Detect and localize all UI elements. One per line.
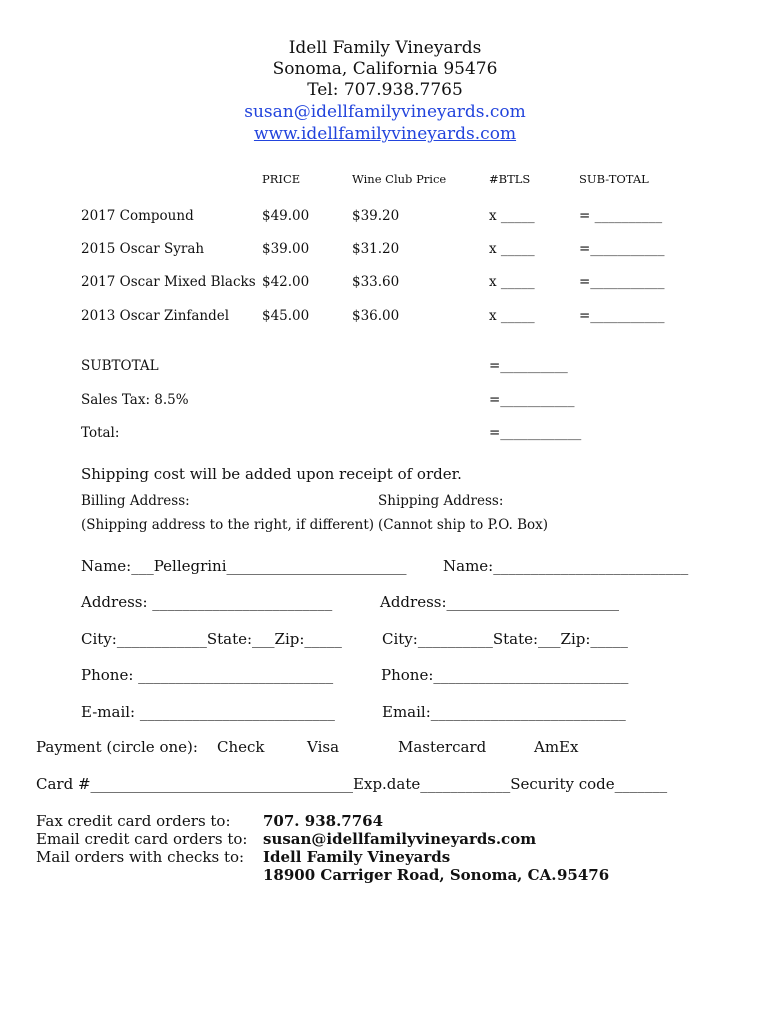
wine-club-price: $33.60	[352, 274, 400, 290]
subtotal-label: SUBTOTAL	[81, 358, 159, 374]
shipping-cost-note: Shipping cost will be added upon receipt of order.	[81, 465, 462, 483]
row-subtotal-field[interactable]: =___________	[579, 241, 665, 257]
billing-address-field[interactable]: Address: ________________________	[81, 593, 333, 611]
fax-orders-label: Fax credit card orders to:	[36, 812, 231, 830]
wine-price: $39.00	[262, 241, 310, 257]
col-btls-header: #BTLS	[489, 172, 531, 186]
shipping-phone-field[interactable]: Phone:__________________________	[381, 666, 629, 684]
sales-tax-label: Sales Tax: 8.5%	[81, 392, 189, 408]
billing-name-field[interactable]: Name:___Pellegrini________________________	[81, 557, 407, 575]
vineyard-location: Sonoma, California 95476	[272, 59, 498, 79]
payment-option-check[interactable]: Check	[217, 738, 265, 756]
row-subtotal-field[interactable]: =___________	[579, 274, 665, 290]
orders-email: susan@idellfamilyvineyards.com	[263, 830, 537, 848]
col-club-price-header: Wine Club Price	[352, 172, 447, 186]
email-orders-label: Email credit card orders to:	[36, 830, 248, 848]
payment-option-amex[interactable]: AmEx	[534, 738, 579, 756]
fax-number: 707. 938.7764	[263, 812, 384, 830]
col-subtotal-header: SUB-TOTAL	[579, 172, 649, 186]
wine-name: 2017 Compound	[81, 208, 194, 224]
mail-orders-label: Mail orders with checks to:	[36, 848, 245, 866]
wine-price: $45.00	[262, 308, 310, 324]
bottles-field[interactable]: x _____	[489, 274, 535, 290]
card-details-field[interactable]: Card #___________________________________Exp.date____________Security code_______	[36, 775, 668, 793]
shipping-name-field[interactable]: Name:__________________________	[443, 557, 689, 575]
vineyard-name: Idell Family Vineyards	[288, 38, 482, 58]
mail-street: 18900 Carriger Road, Sonoma, CA.	[263, 866, 557, 884]
shipping-email-field[interactable]: Email:__________________________	[382, 703, 626, 721]
shipping-address-field[interactable]: Address:_______________________	[380, 593, 620, 611]
total-field[interactable]: =____________	[489, 425, 582, 441]
billing-email-field[interactable]: E-mail: __________________________	[81, 703, 335, 721]
shipping-address-title: Shipping Address:	[378, 493, 504, 509]
wine-club-price: $36.00	[352, 308, 400, 324]
payment-option-visa[interactable]: Visa	[307, 738, 340, 756]
shipping-address-note: (Cannot ship to P.O. Box)	[378, 517, 549, 533]
wine-name: 2015 Oscar Syrah	[81, 241, 205, 257]
bottles-field[interactable]: x _____	[489, 308, 535, 324]
wine-club-price: $31.20	[352, 241, 400, 257]
bottles-field[interactable]: x _____	[489, 208, 535, 224]
billing-address-title: Billing Address:	[81, 493, 190, 509]
vineyard-phone: Tel: 707.938.7765	[307, 80, 463, 100]
billing-phone-field[interactable]: Phone: __________________________	[81, 666, 334, 684]
sales-tax-field[interactable]: =___________	[489, 392, 575, 408]
billing-city-state-zip-field[interactable]: City:____________State:___Zip:_____	[81, 630, 342, 648]
wine-name: 2013 Oscar Zinfandel	[81, 308, 230, 324]
payment-option-mastercard[interactable]: Mastercard	[398, 738, 487, 756]
billing-address-note: (Shipping address to the right, if different)	[81, 517, 375, 533]
vineyard-email-link[interactable]: susan@idellfamilyvineyards.com	[244, 102, 526, 122]
wine-club-price: $39.20	[352, 208, 400, 224]
vineyard-website-link[interactable]: www.idellfamilyvineyards.com	[253, 124, 517, 144]
col-price-header: PRICE	[262, 172, 301, 186]
row-subtotal-field[interactable]: =___________	[579, 308, 665, 324]
payment-label: Payment (circle one):	[36, 738, 198, 756]
total-label: Total:	[81, 425, 120, 441]
mail-recipient: Idell Family Vineyards	[263, 848, 451, 866]
row-subtotal-field[interactable]: = __________	[579, 208, 663, 224]
shipping-city-state-zip-field[interactable]: City:__________State:___Zip:_____	[382, 630, 628, 648]
wine-price: $42.00	[262, 274, 310, 290]
bottles-field[interactable]: x _____	[489, 241, 535, 257]
subtotal-field[interactable]: =__________	[489, 358, 568, 374]
wine-name: 2017 Oscar Mixed Blacks	[81, 274, 256, 290]
wine-price: $49.00	[262, 208, 310, 224]
mail-zip: 95476	[557, 866, 610, 884]
